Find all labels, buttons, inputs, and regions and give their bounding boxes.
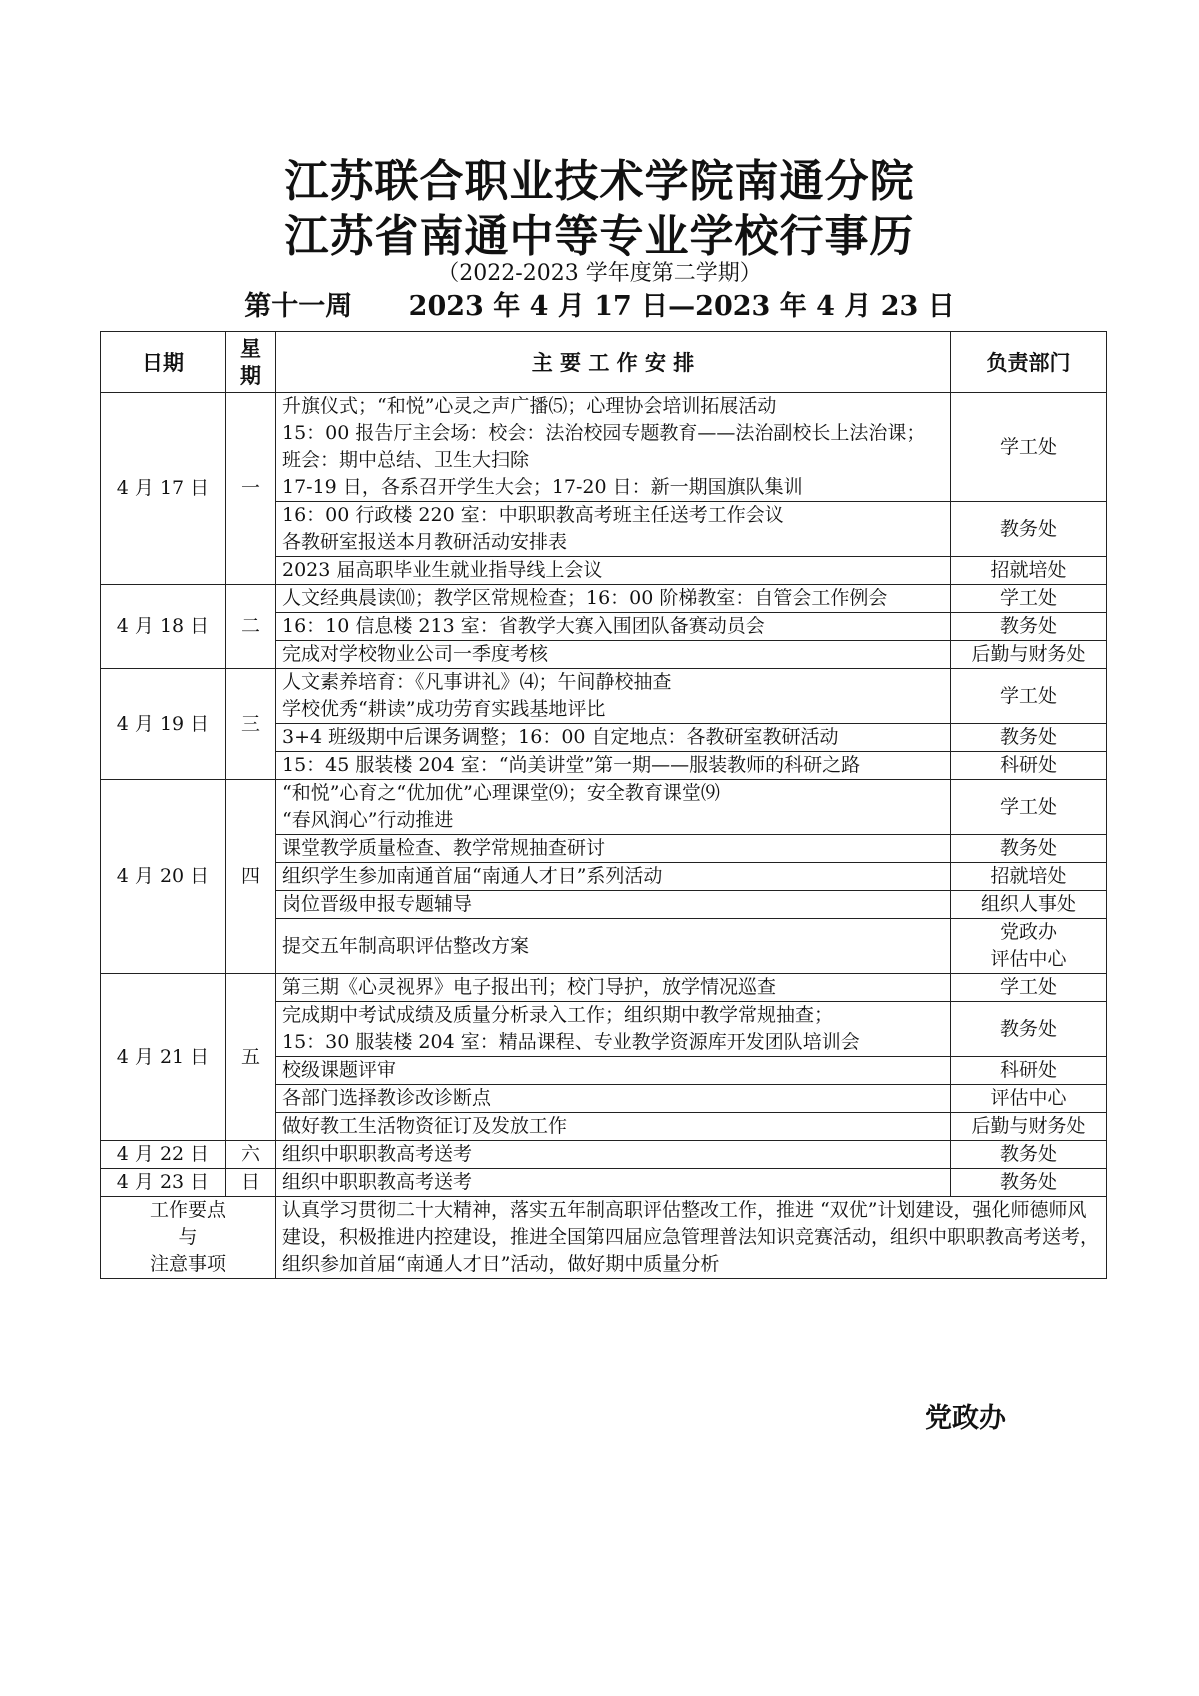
work-cell	[276, 1002, 951, 1057]
dept-name: 教务处	[999, 517, 1057, 540]
weekday-cell: 三	[226, 669, 276, 780]
work-item: 2023 届高职毕业生就业指导线上会议	[282, 559, 603, 581]
header-date: 日期	[101, 332, 226, 393]
weekday-cell: 五	[226, 974, 276, 1141]
work-item: 15：00 报告厅主会场：校会：法治校园专题教育——法治副校长上法治课；班会：期中总结、卫生大扫除	[282, 422, 926, 471]
work-item: 完成期中考试成绩及质量分析录入工作；组织期中教学常规抽查；	[282, 1004, 834, 1026]
issuer-signature: 党政办	[925, 1403, 1006, 1434]
work-item: 升旗仪式；“和悦”心灵之声广播⑸；心理协会培训拓展活动	[282, 395, 777, 417]
notes-text: 认真学习贯彻二十大精神，落实五年制高职评估整改工作，推进 “双优”计划建设，强化师德师风建设，积极推进内控建设，推进全国第四届应急管理普法知识竞赛活动，组织中职职教高考送考，组织参加首届“南通人才日”活动，做好期中质量分析	[276, 1197, 1107, 1279]
table-row	[101, 669, 1107, 724]
work-cell	[276, 585, 951, 613]
date-cell: 4 月 21 日	[101, 974, 226, 1141]
work-cell	[276, 835, 951, 863]
title-line-1: 江苏联合职业技术学院南通分院	[284, 156, 915, 207]
work-item: 组织学生参加南通首届“南通人才日”系列活动	[282, 865, 663, 887]
date-cell: 4 月 20 日	[101, 780, 226, 974]
notes-row	[101, 1197, 1107, 1279]
date-cell: 4 月 19 日	[101, 669, 226, 780]
dept-name: 教务处	[999, 837, 1057, 859]
dept-cell	[951, 724, 1107, 752]
dept-cell	[951, 863, 1107, 891]
dept-name: 科研处	[999, 754, 1057, 776]
dept-cell	[951, 669, 1107, 724]
dept-cell	[951, 641, 1107, 669]
work-item: 学校优秀“耕读”成功劳育实践基地评比	[282, 698, 606, 720]
dept-name: 评估中心	[990, 948, 1067, 970]
dept-name: 评估中心	[990, 1087, 1067, 1109]
dept-name: 招就培处	[990, 559, 1067, 581]
schedule-table	[100, 331, 1107, 1279]
dept-name: 后勤与财务处	[971, 1115, 1086, 1137]
weekday-cell: 一	[226, 393, 276, 585]
dept-cell	[951, 1113, 1107, 1141]
work-cell	[276, 1113, 951, 1141]
work-cell	[276, 502, 951, 557]
dept-cell	[951, 393, 1107, 502]
work-cell	[276, 1141, 951, 1169]
work-cell	[276, 557, 951, 585]
dept-cell	[951, 780, 1107, 835]
dept-name: 教务处	[999, 615, 1057, 637]
table-row	[101, 1169, 1107, 1197]
work-cell	[276, 891, 951, 919]
semester-subtitle: （2022-2023 学年度第二学期）	[437, 261, 762, 286]
table-row	[101, 585, 1107, 613]
dept-cell	[951, 1057, 1107, 1085]
work-item: 各部门选择教诊改诊断点	[282, 1087, 492, 1109]
schedule-body	[101, 393, 1107, 1279]
date-cell: 4 月 18 日	[101, 585, 226, 669]
dept-cell	[951, 1169, 1107, 1197]
work-item: 岗位晋级申报专题辅导	[282, 893, 473, 915]
header-work: 主 要 工 作 安 排	[276, 332, 951, 393]
work-item: 组织中职职教高考送考	[282, 1143, 473, 1165]
dept-cell	[951, 1085, 1107, 1113]
work-item: 人文素养培育：《凡事讲礼》⑷；午间静校抽查	[282, 671, 672, 693]
header-dept: 负责部门	[951, 332, 1107, 393]
table-row	[101, 1141, 1107, 1169]
dept-name: 教务处	[999, 1017, 1057, 1040]
work-cell	[276, 974, 951, 1002]
work-item: 校级课题评审	[282, 1059, 397, 1081]
work-item: 第三期《心灵视界》电子报出刊；校门导护，放学情况巡查	[282, 976, 777, 998]
work-item: 16：10 信息楼 213 室：省教学大赛入围团队备赛动员会	[282, 615, 765, 637]
work-cell	[276, 752, 951, 780]
weekday-cell: 四	[226, 780, 276, 974]
header-row	[101, 332, 1107, 393]
weekday-cell: 二	[226, 585, 276, 669]
work-cell	[276, 393, 951, 502]
work-cell	[276, 641, 951, 669]
dept-cell	[951, 557, 1107, 585]
dept-cell	[951, 835, 1107, 863]
dept-cell	[951, 974, 1107, 1002]
dept-name: 党政办	[999, 921, 1057, 943]
work-cell	[276, 669, 951, 724]
dept-name: 招就培处	[990, 865, 1067, 887]
work-cell	[276, 1085, 951, 1113]
dept-name: 科研处	[999, 1059, 1057, 1081]
work-item: 人文经典晨读⑽；教学区常规检查；16：00 阶梯教室：自管会工作例会	[282, 587, 888, 609]
weekday-cell: 六	[226, 1141, 276, 1169]
week-range: 第十一周 2023 年 4 月 17 日—2023 年 4 月 23 日	[244, 291, 955, 322]
table-row	[101, 780, 1107, 835]
dept-name: 教务处	[999, 1171, 1057, 1193]
work-item: 提交五年制高职评估整改方案	[282, 934, 530, 957]
notes-label-line: 与	[178, 1226, 198, 1248]
dept-cell	[951, 919, 1107, 974]
work-item: 组织中职职教高考送考	[282, 1171, 473, 1193]
notes-label-line: 注意事项	[149, 1253, 226, 1275]
work-item: 17-19 日，各系召开学生大会；17-20 日：新一期国旗队集训	[282, 476, 803, 498]
work-item: 完成对学校物业公司一季度考核	[282, 643, 549, 665]
dept-name: 学工处	[999, 684, 1057, 707]
dept-name: 教务处	[999, 726, 1057, 748]
dept-cell	[951, 502, 1107, 557]
date-cell: 4 月 17 日	[101, 393, 226, 585]
dept-cell	[951, 1002, 1107, 1057]
dept-name: 学工处	[999, 435, 1057, 458]
work-cell	[276, 1169, 951, 1197]
dept-name: 组织人事处	[980, 893, 1076, 915]
work-item: 3+4 班级期中后课务调整；16：00 自定地点：各教研室教研活动	[282, 726, 839, 748]
dept-cell	[951, 1141, 1107, 1169]
work-item: 15：30 服装楼 204 室：精品课程、专业教学资源库开发团队培训会	[282, 1031, 860, 1053]
header-weekday: 星 期	[226, 332, 276, 393]
work-cell	[276, 780, 951, 835]
dept-cell	[951, 752, 1107, 780]
work-cell	[276, 613, 951, 641]
work-item: 15：45 服装楼 204 室：“尚美讲堂”第一期——服装教师的科研之路	[282, 754, 861, 776]
dept-name: 学工处	[999, 976, 1057, 998]
date-cell: 4 月 23 日	[101, 1169, 226, 1197]
work-item: 课堂教学质量检查、教学常规抽查研讨	[282, 837, 606, 859]
notes-label	[101, 1197, 276, 1279]
table-row	[101, 974, 1107, 1002]
dept-cell	[951, 585, 1107, 613]
work-cell	[276, 1057, 951, 1085]
title-line-2: 江苏省南通中等专业学校行事历	[284, 211, 915, 262]
table-row	[101, 393, 1107, 502]
dept-name: 学工处	[999, 587, 1057, 609]
work-cell	[276, 863, 951, 891]
work-item: 各教研室报送本月教研活动安排表	[282, 531, 568, 553]
work-item: “和悦”心育之“优加优”心理课堂⑼；安全教育课堂⑼	[282, 782, 720, 804]
date-cell: 4 月 22 日	[101, 1141, 226, 1169]
weekday-cell: 日	[226, 1169, 276, 1197]
dept-name: 后勤与财务处	[971, 643, 1086, 665]
notes-label-line: 工作要点	[149, 1199, 226, 1221]
work-cell	[276, 919, 951, 974]
work-cell	[276, 724, 951, 752]
dept-cell	[951, 613, 1107, 641]
work-item: 16：00 行政楼 220 室：中职职教高考班主任送考工作会议	[282, 504, 784, 526]
dept-cell	[951, 891, 1107, 919]
dept-name: 学工处	[999, 795, 1057, 818]
work-item: “春风润心”行动推进	[282, 809, 454, 831]
dept-name: 教务处	[999, 1143, 1057, 1165]
work-item: 做好教工生活物资征订及发放工作	[282, 1115, 568, 1137]
